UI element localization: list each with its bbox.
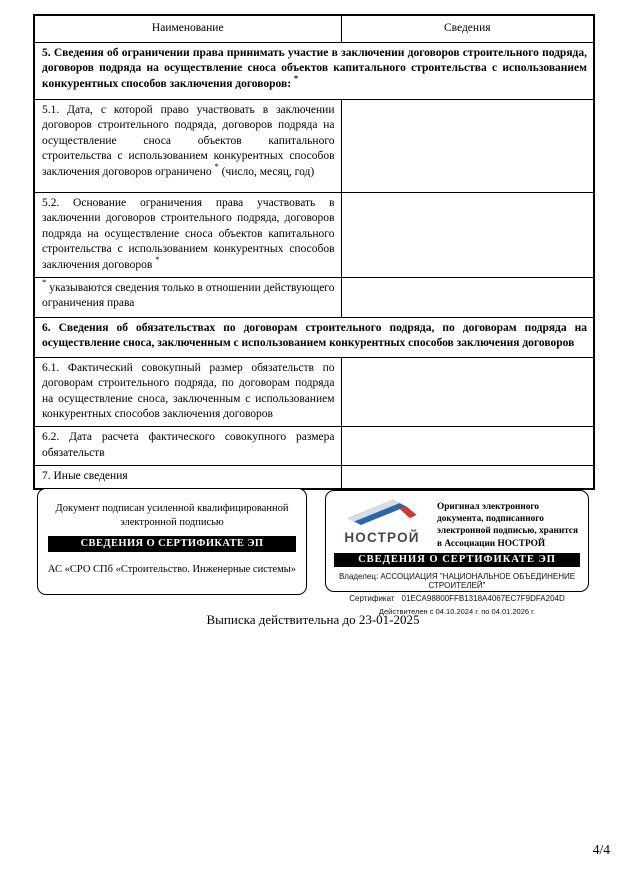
certificate-label: Сертификат (349, 593, 395, 603)
table-row (34, 426, 594, 465)
row-6-1-value (341, 357, 594, 426)
row-5-1-value (341, 99, 594, 192)
stamp-header (326, 491, 588, 550)
extract-table (33, 14, 595, 490)
footnote-row-value (341, 277, 594, 317)
footnote-asterisk: * (214, 161, 219, 172)
table-row (34, 317, 594, 357)
extract-validity-note: Выписка действительна до 23-01-2025 (206, 612, 420, 627)
footnote-asterisk: * (42, 276, 47, 287)
nostroy-logo (334, 498, 430, 545)
row-5-1-text: 5.1. Дата, с которой право участвовать в заключении договоров строительного подряда, договоров подряда на осуществление сноса объектов капитального строительства с использованием конкурентных способов заключения договоров ограничено (42, 103, 335, 178)
certificate-info-bar: СВЕДЕНИЯ О СЕРТИФИКАТЕ ЭП (334, 553, 580, 567)
table-header-row (34, 15, 594, 42)
row-5-1-note: (число, месяц, год) (221, 165, 315, 178)
section-6-title: 6. Сведения об обязательствах по договорам строительного подряда, по договорам подряда на осуществление сноса, заключенным с использованием конкурентных способов заключения договоров (34, 317, 594, 357)
table-row (34, 357, 594, 426)
row-5-2-text: 5.2. Основание ограничения права участвовать в заключении договоров строительного подряда, договоров подряда на осуществление сноса объектов капитального строительства с использованием конкурентных способов заключения договоров (42, 196, 335, 271)
signing-organization: АС «СРО СПб «Строительство. Инженерные системы» (47, 564, 297, 575)
row-5-1-label (34, 99, 341, 192)
row-6-1-label: 6.1. Фактический совокупный размер обязательств по договорам строительного подряда, по договорам подряда на осуществление сноса, заключенным с использованием конкурентных способов заключения договоров (34, 357, 341, 426)
certificate-number (326, 594, 588, 603)
table-row (34, 99, 594, 192)
table-row (34, 192, 594, 277)
footnote-text: указываются сведения только в отношении действующего ограничения права (42, 281, 335, 310)
nostroy-wordmark: НОСТРОЙ (344, 530, 420, 545)
table-row (34, 42, 594, 99)
owner-value: АССОЦИАЦИЯ "НАЦИОНАЛЬНОЕ ОБЪЕДИНЕНИЕ СТРОИТЕЛЕЙ" (380, 571, 576, 590)
original-document-note: Оригинал электронного документа, подписанного электронной подписью, хранится в Ассоциации НОСТРОЙ (437, 502, 579, 549)
certificate-owner (326, 572, 588, 590)
section-5-text: 5. Сведения об ограничении права принимать участие в заключении договоров строительного подряда, договоров подряда на осуществление сноса объектов капитального строительства с использованием конкурентных способов заключения договоров: (42, 46, 587, 90)
row-7-label: 7. Иные сведения (34, 465, 341, 488)
certificate-value: 01ECA98800FFB1318A4067EC7F9DFA204D (401, 593, 565, 603)
page-number: 4/4 (592, 842, 610, 857)
row-5-2-label (34, 192, 341, 277)
table-row (34, 277, 594, 317)
section-5-title (34, 42, 594, 99)
row-5-2-value (341, 192, 594, 277)
signature-stamp-left (37, 488, 307, 595)
table-row (34, 465, 594, 488)
footnote-asterisk: * (155, 254, 160, 265)
row-6-2-value (341, 426, 594, 465)
certificate-validity: Действителен с 04.10.2024 г. по 04.01.2026 г. (378, 606, 536, 616)
row-7-value (341, 465, 594, 488)
owner-label: Владелец: (338, 571, 379, 581)
nostroy-roof-icon (345, 498, 419, 525)
footnote-asterisk: * (293, 72, 299, 83)
certificate-info-bar: СВЕДЕНИЯ О СЕРТИФИКАТЕ ЭП (48, 536, 296, 552)
column-header-info: Сведения (341, 15, 594, 42)
signature-stamp-right (325, 490, 589, 616)
signature-statement: Документ подписан усиленной квалифицированной электронной подписью (55, 503, 289, 528)
column-header-name: Наименование (34, 15, 341, 42)
row-6-2-label: 6.2. Дата расчета фактического совокупного размера обязательств (34, 426, 341, 465)
footnote-row-label (34, 277, 341, 317)
